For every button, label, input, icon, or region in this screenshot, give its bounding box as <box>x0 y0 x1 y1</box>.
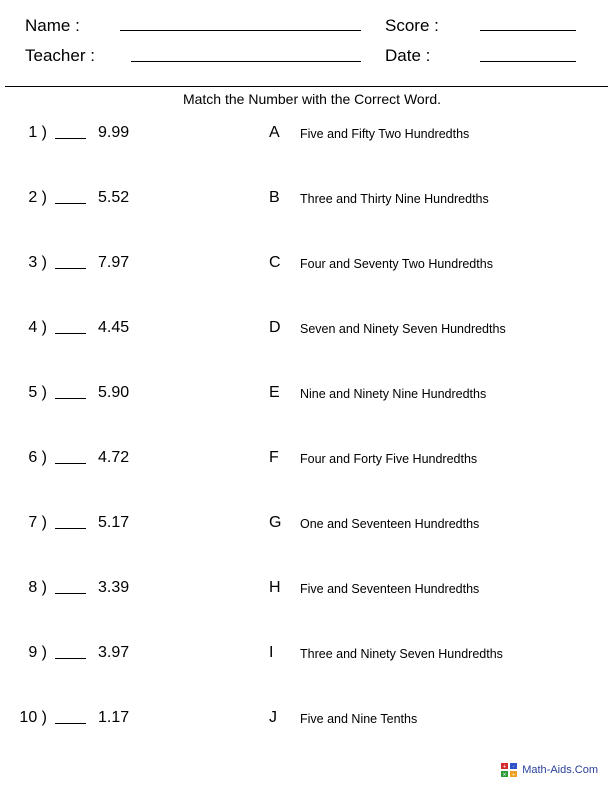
answer-word: One and Seventeen Hundredths <box>300 517 480 531</box>
problem-row <box>0 576 612 600</box>
answer-letter: H <box>269 579 281 596</box>
decimal-value: 9.99 <box>98 124 130 141</box>
answer-letter: D <box>269 319 281 336</box>
brand-text[interactable]: Math-Aids.Com <box>522 764 598 776</box>
answer-word: Four and Forty Five Hundredths <box>300 452 478 466</box>
problem-row <box>0 706 612 730</box>
answer-blank[interactable] <box>55 528 86 529</box>
answer-word: Five and Seventeen Hundredths <box>300 582 480 596</box>
answer-blank[interactable] <box>55 333 86 334</box>
answer-letter: J <box>269 709 277 726</box>
problem-row <box>0 316 612 340</box>
score-field[interactable] <box>480 30 576 31</box>
decimal-value: 7.97 <box>98 254 130 271</box>
math-aids-logo-icon <box>501 763 517 777</box>
problem-number: 3 ) <box>28 254 47 271</box>
date-label: Date : <box>385 46 431 65</box>
decimal-value: 1.17 <box>98 709 130 726</box>
name-label: Name : <box>25 16 80 35</box>
problem-row <box>0 641 612 665</box>
problem-row <box>0 511 612 535</box>
answer-blank[interactable] <box>55 203 86 204</box>
problem-number: 6 ) <box>28 449 47 466</box>
problem-number: 8 ) <box>28 579 47 596</box>
svg-text:÷: ÷ <box>511 772 516 777</box>
answer-blank[interactable] <box>55 658 86 659</box>
decimal-value: 3.39 <box>98 579 130 596</box>
problem-row <box>0 251 612 275</box>
problem-number: 4 ) <box>28 319 47 336</box>
decimal-value: 5.17 <box>98 514 130 531</box>
svg-text:-: - <box>512 764 515 770</box>
answer-blank[interactable] <box>55 463 86 464</box>
problem-number: 7 ) <box>28 514 47 531</box>
decimal-value: 4.72 <box>98 449 130 466</box>
answer-letter: F <box>269 449 279 466</box>
answer-letter: G <box>269 514 282 531</box>
problem-row <box>0 446 612 470</box>
answer-letter: I <box>269 644 274 661</box>
problem-number: 2 ) <box>28 189 47 206</box>
answer-letter: B <box>269 189 280 206</box>
score-label: Score : <box>385 16 439 35</box>
answer-blank[interactable] <box>55 138 86 139</box>
footer-brand <box>501 763 598 777</box>
name-field[interactable] <box>120 30 361 31</box>
answer-blank[interactable] <box>55 398 86 399</box>
problem-number: 1 ) <box>28 124 47 141</box>
decimal-value: 3.97 <box>98 644 130 661</box>
problem-number: 10 ) <box>19 709 47 726</box>
answer-letter: A <box>269 124 280 141</box>
decimal-value: 5.52 <box>98 189 130 206</box>
problem-row <box>0 121 612 145</box>
answer-word: Seven and Ninety Seven Hundredths <box>300 322 506 336</box>
teacher-label: Teacher : <box>25 46 95 65</box>
decimal-value: 4.45 <box>98 319 130 336</box>
answer-letter: C <box>269 254 281 271</box>
answer-word: Five and Fifty Two Hundredths <box>300 127 470 141</box>
answer-word: Nine and Ninety Nine Hundredths <box>300 387 487 401</box>
answer-word: Five and Nine Tenths <box>300 712 418 726</box>
teacher-field[interactable] <box>131 61 361 62</box>
date-field[interactable] <box>480 61 576 62</box>
instructions: Match the Number with the Correct Word. <box>182 91 442 107</box>
problem-number: 9 ) <box>28 644 47 661</box>
problem-number: 5 ) <box>28 384 47 401</box>
answer-word: Three and Thirty Nine Hundredths <box>300 192 489 206</box>
svg-text:×: × <box>502 772 507 777</box>
answer-blank[interactable] <box>55 268 86 269</box>
problem-row <box>0 186 612 210</box>
answer-blank[interactable] <box>55 723 86 724</box>
header-divider <box>5 86 608 87</box>
answer-letter: E <box>269 384 280 401</box>
problem-row <box>0 381 612 405</box>
answer-word: Four and Seventy Two Hundredths <box>300 257 493 271</box>
answer-blank[interactable] <box>55 593 86 594</box>
decimal-value: 5.90 <box>98 384 130 401</box>
answer-word: Three and Ninety Seven Hundredths <box>300 647 503 661</box>
svg-text:+: + <box>502 764 507 770</box>
